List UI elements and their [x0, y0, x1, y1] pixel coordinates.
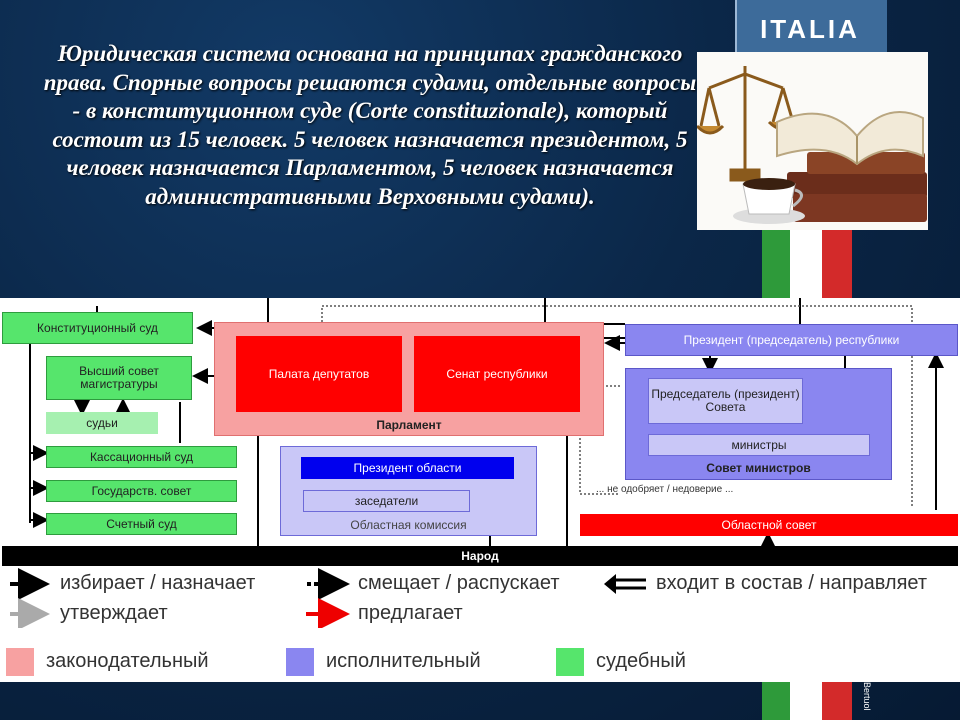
flag-stripe-green [762, 230, 790, 300]
constitutional-court-label: Конституционный суд [37, 320, 158, 335]
legend-elects: избирает / назначает [60, 572, 256, 594]
high-council-box [46, 356, 192, 400]
chamber-box [236, 336, 402, 412]
legend-legislative: законодательный [46, 650, 209, 672]
state-council-label: Государств. совет [91, 483, 192, 498]
regional-council-label: Областной совет [721, 517, 817, 532]
council-chairman-box [648, 378, 803, 424]
regional-council-box [580, 514, 958, 536]
people-label: Народ [461, 548, 499, 563]
high-council-label: Высший совет магистратуры [79, 364, 159, 391]
assessors-box [303, 490, 470, 512]
region-president-label: Президент области [353, 460, 462, 475]
president-republic-label: Президент (председатель) республики [683, 332, 900, 347]
intro-paragraph: Юридическая система основана на принципах гражданского права. Спорные вопросы решаются судами, отдельные вопросы - в конституционном суде (Corte constituzionale), который состоит из 15 человек. 5 человек назначается президентом, 5 человек назначается Парламентом, 5 человек назначается административными Верховными судами). [43, 41, 697, 209]
executive-swatch [286, 648, 314, 676]
flag-stripe-green-bottom [762, 682, 790, 720]
assessors-label: заседатели [354, 493, 419, 508]
president-republic-box [625, 324, 958, 356]
people-bar [2, 546, 958, 566]
senate-label: Сенат республики [446, 366, 548, 381]
legend-proposes: предлагает [358, 602, 463, 624]
flag-stripe-white [790, 230, 822, 300]
region-commission-label: Областная комиссия [350, 518, 467, 532]
legend-executive: исполнительный [326, 650, 481, 672]
side-label: Bertuol [862, 682, 872, 711]
legend-includes: входит в состав / направляет [656, 572, 928, 594]
council-chairman-label: Председатель (президент) Совета [651, 387, 800, 414]
flag-stripe-white-bottom [790, 682, 822, 720]
ministers-label: министры [731, 437, 787, 452]
judges-box [46, 412, 158, 434]
flag-stripe-red-bottom [822, 682, 852, 720]
legend-displaces: смещает / распускает [358, 572, 560, 594]
region-president-box [301, 457, 514, 479]
cassation-court-box [46, 446, 237, 468]
cassation-court-label: Кассационный суд [89, 449, 194, 464]
council-of-ministers-label: Совет министров [706, 461, 811, 475]
flag-label: ITALIA [760, 14, 860, 44]
state-council-box [46, 480, 237, 502]
legend-approves: утверждает [60, 602, 168, 624]
judges-label: судьи [86, 415, 118, 430]
parliament-label: Парламент [376, 418, 442, 432]
audit-court-label: Счетный суд [106, 516, 177, 531]
disapproval-note: ... не одобряет / недоверие ... [596, 484, 734, 495]
legislative-swatch [6, 648, 34, 676]
ministers-box [648, 434, 870, 456]
chamber-label: Палата депутатов [268, 366, 370, 381]
includes-arrow-icon [604, 574, 646, 594]
law-books-photo [697, 52, 928, 230]
constitutional-court-box [2, 312, 193, 344]
flag-stripe-red [822, 230, 852, 300]
judicial-swatch [556, 648, 584, 676]
senate-box [414, 336, 580, 412]
audit-court-box [46, 513, 237, 535]
legend-judicial: судебный [596, 650, 686, 672]
government-structure-diagram [0, 298, 960, 682]
